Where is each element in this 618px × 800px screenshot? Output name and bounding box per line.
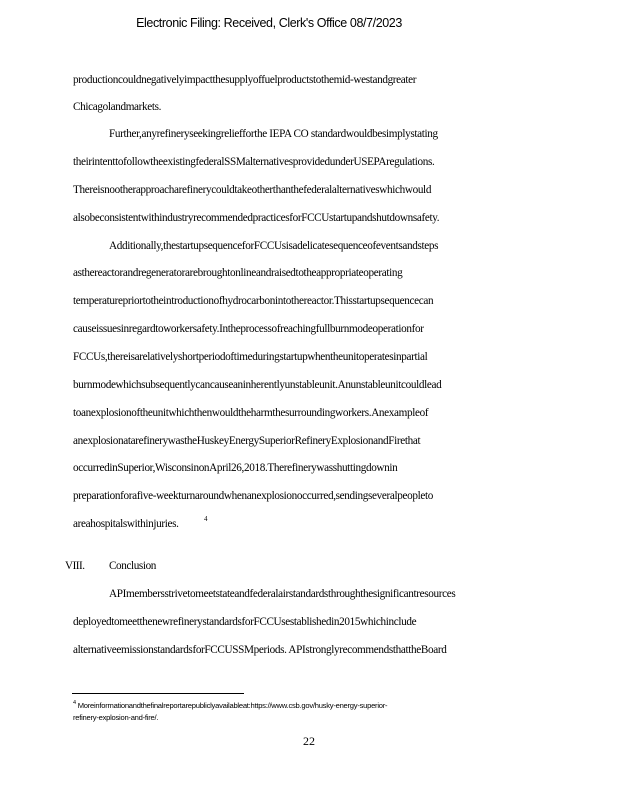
footnote-line-2 [73,713,158,722]
body-line: Thereisnootherapproacharefinerycouldtakeotherthanthefederalalternativeswhichwould [73,184,432,196]
conclusion-line: APImembersstrivetomeetstateandfederalairstandardsthroughthesignificantresources [109,588,456,600]
body-line: toanexplosionoftheunitwhichthenwouldtheharmthesurroundingworkers.Anexampleof [73,407,429,419]
body-line: areahospitalswithinjuries. [73,518,179,530]
conclusion-line: alternativeemissionstandardsforFCCUSSMperiods. APIstronglyrecommendsthattheBoard [73,644,447,656]
body-line: preparationforafive-weekturnaroundwhenanexplosionoccurred,sendingseveralpeopleto [73,490,433,502]
footnote-reference-marker: 4 [204,515,208,523]
conclusion-line: deployedtomeetthenewrefinerystandardsforFCCUsestablishedin2015whichinclude [73,616,417,628]
body-line: causeissuesinregardtoworkersafety.Intheprocessofreachingfullburnmodeoperationfor [73,323,424,335]
body-line: Further,anyrefineryseekingreliefforthe IEPA CO standardwouldbesimplystating [109,128,438,140]
filing-stamp-text: Electronic Filing: Received, Clerk's Office 08/7/2023 [136,16,402,30]
footnote-line-1 [73,701,387,710]
body-line: occurredinSuperior,WisconsinonApril26,2018.Therefinerywasshuttingdownin [73,462,398,474]
body-line: asthereactorandregeneratorarebroughtonlineandraisedtotheappropriateoperating [73,267,403,279]
body-line: temperaturepriortotheintroductionofhydrocarbonintothereactor.Thisstartupsequencecan [73,295,434,307]
footnote-marker: 4 [73,700,76,706]
page-number: 22 [303,734,315,748]
body-line: anexplosionatarefinerywastheHuskeyEnergySuperiorRefineryExplosionandFirethat [73,435,421,447]
section-number: VIII. [65,560,85,572]
section-title: Conclusion [109,560,156,572]
footnote-text: Moreinformationandthefinalreportarepubliclyavailableat:https://www.csb.gov/husky-energy-superior- [77,701,388,710]
body-line: alsobeconsistentwithindustryrecommendedpracticesforFCCUstartupandshutdownsafety. [73,212,440,224]
filing-stamp-header [0,16,618,30]
footnote-link-text: refinery-explosion-and-fire/. [73,713,159,722]
body-line: theirintenttofollowtheexistingfederalSSMalternativesprovidedunderUSEPAregulations. [73,156,435,168]
body-line: burnmodewhichsubsequentlycancauseaninherentlyunstableunit.Anunstableunitcouldlead [73,379,442,391]
body-line: productioncouldnegativelyimpactthesupplyoffuelproductstothemid-westandgreater [73,74,417,86]
body-line: FCCUs,thereisarelativelyshortperiodoftimeduringstartupwhentheunitoperatesinpartial [73,351,428,363]
footnote-separator [72,693,244,694]
body-line: Additionally,thestartupsequenceforFCCUsisadelicatesequenceofeventsandsteps [109,240,439,252]
body-line: Chicagolandmarkets. [73,101,162,113]
